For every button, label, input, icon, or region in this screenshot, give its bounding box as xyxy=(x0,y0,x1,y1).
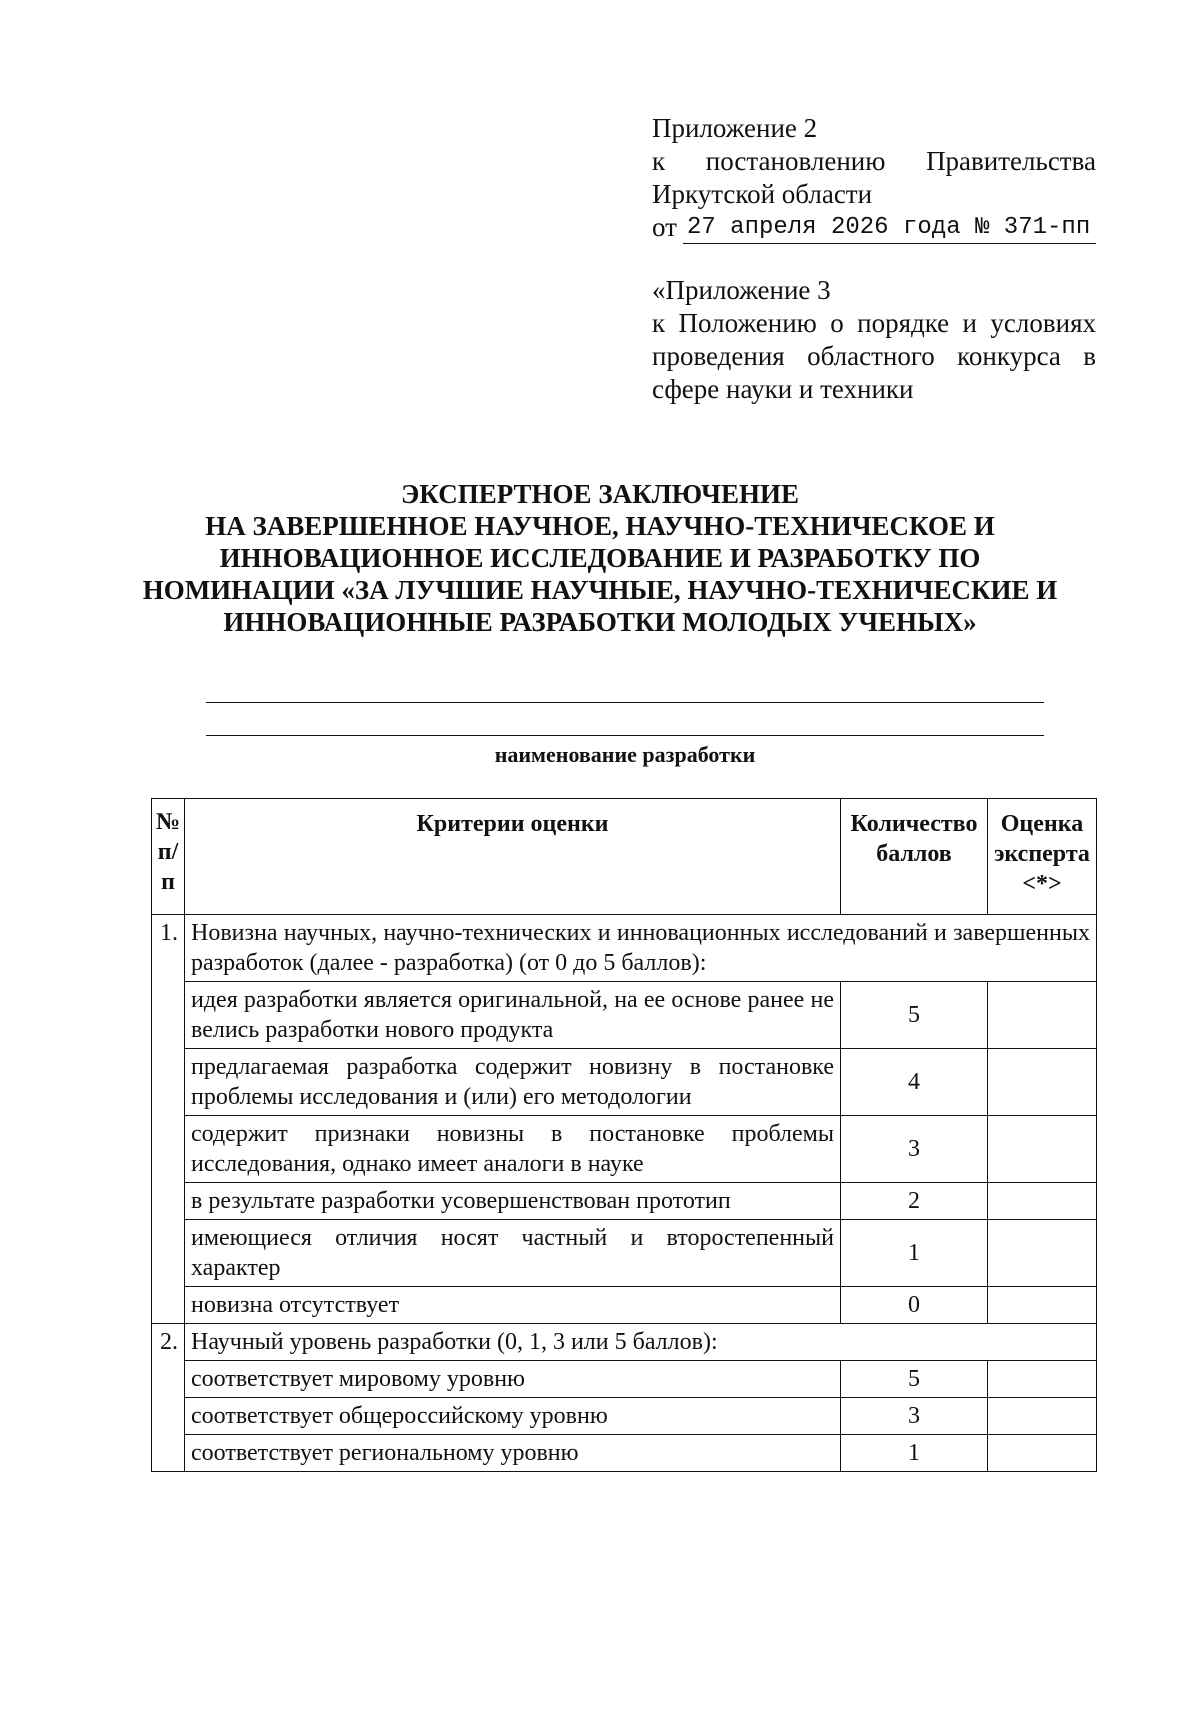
table-section-row xyxy=(152,1324,1097,1361)
appendix-inner xyxy=(652,274,1096,406)
expert-score-cell[interactable] xyxy=(988,1220,1097,1287)
criterion-text: соответствует региональному уровню xyxy=(185,1435,841,1472)
criterion-score: 0 xyxy=(841,1287,988,1324)
appendix-inner-line: «Приложение 3 xyxy=(652,275,831,305)
table-section-row xyxy=(152,915,1097,982)
section-number: 2. xyxy=(152,1324,185,1472)
criterion-text: предлагаемая разработка содержит новизну в постановке проблемы исследования и (или) его методологии xyxy=(185,1049,841,1116)
table-row xyxy=(152,982,1097,1049)
appendix-inner-line: к Положению о порядке и условиях xyxy=(652,308,1096,338)
appendix-header xyxy=(652,112,1096,406)
criterion-score: 3 xyxy=(841,1116,988,1183)
section-number: 1. xyxy=(152,915,185,1324)
decree-date: 27 апреля 2026 года № 371-пп xyxy=(683,213,1096,244)
table-row xyxy=(152,1435,1097,1472)
expert-score-cell[interactable] xyxy=(988,1435,1097,1472)
appendix-line: Приложение 2 xyxy=(652,113,818,143)
title-line: НА ЗАВЕРШЕННОЕ НАУЧНОЕ, НАУЧНО-ТЕХНИЧЕСКОЕ И xyxy=(205,511,995,541)
appendix-inner-line: проведения областного конкурса в xyxy=(652,341,1096,371)
title-line: ИННОВАЦИОННОЕ ИССЛЕДОВАНИЕ И РАЗРАБОТКУ ПО xyxy=(219,543,981,573)
criterion-text: соответствует мировому уровню xyxy=(185,1361,841,1398)
expert-score-cell[interactable] xyxy=(988,1398,1097,1435)
expert-score-cell[interactable] xyxy=(988,1183,1097,1220)
expert-score-cell[interactable] xyxy=(988,1287,1097,1324)
appendix-word: Правительства xyxy=(926,146,1096,176)
appendix-line: Иркутской области xyxy=(652,179,873,209)
table-row xyxy=(152,1398,1097,1435)
header-score: Количество баллов xyxy=(841,799,988,915)
criterion-text: новизна отсутствует xyxy=(185,1287,841,1324)
section-title: Новизна научных, научно-технических и инновационных исследований и завершенных разработок (далее - разработка) (от 0 до 5 баллов): xyxy=(185,915,1097,982)
criterion-score: 4 xyxy=(841,1049,988,1116)
decree-date-line xyxy=(652,211,1096,244)
criterion-text: соответствует общероссийскому уровню xyxy=(185,1398,841,1435)
development-name-caption: наименование разработки xyxy=(494,742,756,767)
header-criteria: Критерии оценки xyxy=(185,799,841,915)
criterion-score: 3 xyxy=(841,1398,988,1435)
criteria-table xyxy=(151,798,1097,1472)
table-row xyxy=(152,1049,1097,1116)
criterion-score: 1 xyxy=(841,1435,988,1472)
development-name-fields xyxy=(206,670,1044,736)
section-title: Научный уровень разработки (0, 1, 3 или 5 баллов): xyxy=(185,1324,1097,1361)
header-eval: Оценка эксперта <*> xyxy=(988,799,1097,915)
table-row xyxy=(152,1116,1097,1183)
header-no: № п/п xyxy=(152,799,185,915)
criterion-text: идея разработки является оригинальной, на ее основе ранее не велись разработки нового продукта xyxy=(185,982,841,1049)
criterion-score: 5 xyxy=(841,982,988,1049)
criterion-text: содержит признаки новизны в постановке проблемы исследования, однако имеет аналоги в науке xyxy=(185,1116,841,1183)
document-title xyxy=(130,478,1070,638)
criterion-score: 5 xyxy=(841,1361,988,1398)
title-line: ЭКСПЕРТНОЕ ЗАКЛЮЧЕНИЕ xyxy=(401,479,799,509)
expert-score-cell[interactable] xyxy=(988,982,1097,1049)
blank-line xyxy=(206,670,1044,703)
expert-score-cell[interactable] xyxy=(988,1116,1097,1183)
expert-score-cell[interactable] xyxy=(988,1049,1097,1116)
appendix-word: к xyxy=(652,146,666,176)
table-header-row xyxy=(152,799,1097,915)
date-prefix: от xyxy=(652,212,677,242)
criterion-text: в результате разработки усовершенствован прототип xyxy=(185,1183,841,1220)
table-row xyxy=(152,1220,1097,1287)
table-row xyxy=(152,1183,1097,1220)
expert-score-cell[interactable] xyxy=(988,1361,1097,1398)
blank-line xyxy=(206,703,1044,736)
criterion-text: имеющиеся отличия носят частный и второстепенный характер xyxy=(185,1220,841,1287)
table-row xyxy=(152,1287,1097,1324)
criterion-score: 1 xyxy=(841,1220,988,1287)
criterion-score: 2 xyxy=(841,1183,988,1220)
appendix-line xyxy=(652,145,1096,178)
title-line: ИННОВАЦИОННЫЕ РАЗРАБОТКИ МОЛОДЫХ УЧЕНЫХ» xyxy=(223,607,977,637)
appendix-word: постановлению xyxy=(705,146,886,176)
title-line: НОМИНАЦИИ «ЗА ЛУЧШИЕ НАУЧНЫЕ, НАУЧНО-ТЕХНИЧЕСКИЕ И xyxy=(142,575,1058,605)
table-row xyxy=(152,1361,1097,1398)
appendix-inner-line: сфере науки и техники xyxy=(652,374,914,404)
